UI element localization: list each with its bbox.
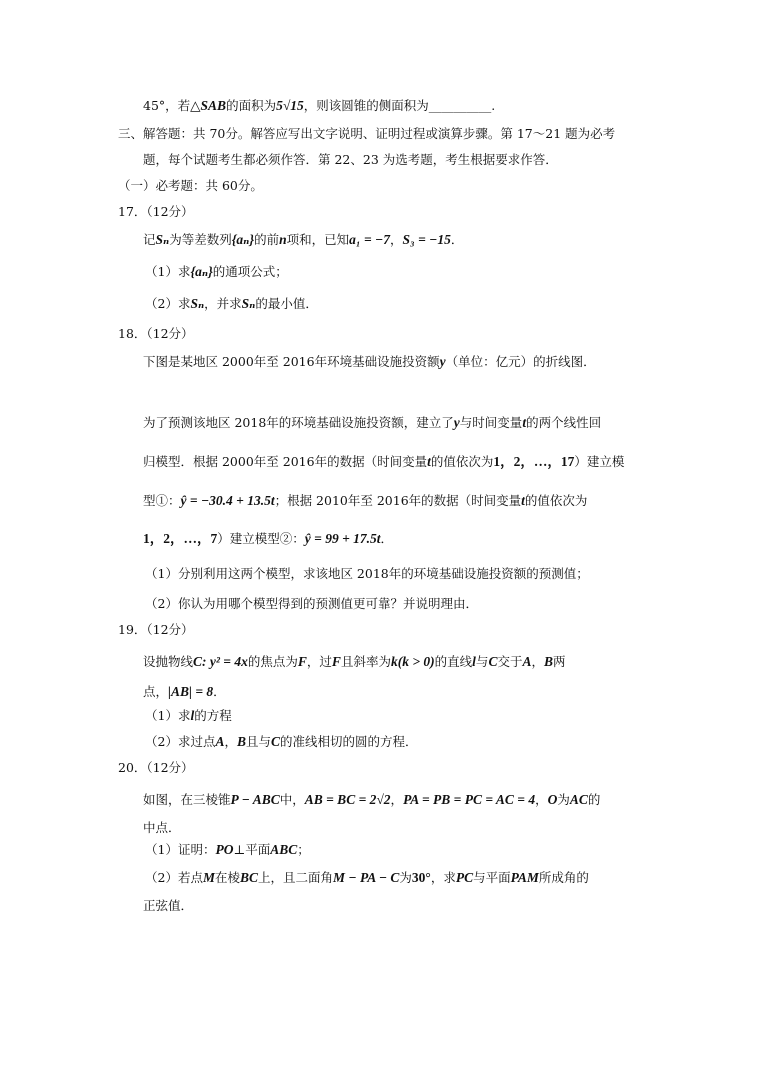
question-20-part-2-cont: 正弦值． <box>143 898 194 913</box>
question-20-stem-cont: 中点． <box>143 820 181 835</box>
question-17-stem: 记Sₙ为等差数列{aₙ}的前n项和，已知a₁ = −7，S₃ = −15． <box>143 232 464 247</box>
question-19-part-2: （2）求过点A，B且与C的准线相切的圆的方程． <box>145 734 418 749</box>
question-20-part-1: （1）证明：PO⊥平面ABC； <box>145 842 310 857</box>
question-17-part-1: （1）求{aₙ}的通项公式； <box>145 264 288 279</box>
question-17-part-2: （2）求Sₙ，并求Sₙ的最小值． <box>145 296 318 311</box>
question-19-number: 19．（12分） <box>118 622 194 637</box>
question-18-model-2-equation: 1，2，…，7）建立模型②：ŷ = 99 + 17.5t． <box>143 531 394 546</box>
section-three-note: 题，每个试题考生都必须作答．第 22、23 为选考题，考生根据要求作答． <box>143 152 558 167</box>
question-18-stem: 下图是某地区 2000年至 2016年环境基础设施投资额y（单位：亿元）的折线图． <box>143 354 596 369</box>
question-20-stem: 如图，在三棱锥P − ABC中，AB = BC = 2√2，PA = PB = PC = AC = 4，O为AC的 <box>143 792 601 807</box>
line-cone-area: 45°，若△SAB的面积为5√15，则该圆锥的侧面积为__________. <box>143 98 496 113</box>
question-19-stem-cont: 点，|AB| = 8． <box>143 684 226 699</box>
question-18-models-intro: 为了预测该地区 2018年的环境基础设施投资额，建立了y与时间变量t的两个线性回 <box>143 415 602 430</box>
question-18-number: 18．（12分） <box>118 326 194 341</box>
question-18-part-1: （1）分别利用这两个模型，求该地区 2018年的环境基础设施投资额的预测值； <box>145 566 589 581</box>
section-three-heading: 三、解答题：共 70分。解答应写出文字说明、证明过程或演算步骤。第 17～21 题为必考 <box>118 126 616 141</box>
required-questions-heading: （一）必考题：共 60分。 <box>118 178 263 193</box>
question-18-part-2: （2）你认为用哪个模型得到的预测值更可靠？并说明理由． <box>145 596 478 611</box>
question-20-part-2: （2）若点M在棱BC上，且二面角M − PA − C为30°，求PC与平面PAM所成角的 <box>145 870 589 885</box>
question-19-part-1: （1）求l的方程 <box>145 708 232 723</box>
question-17-number: 17．（12分） <box>118 204 194 219</box>
question-19-stem: 设抛物线C: y² = 4x的焦点为F，过F且斜率为k(k > 0)的直线l与C交于A，B两 <box>143 654 566 669</box>
question-18-model-1-data: 归模型．根据 2000年至 2016年的数据（时间变量t的值依次为1，2，…，17）建立模 <box>143 454 625 469</box>
question-18-model-1-equation: 型①：ŷ = −30.4 + 13.5t；根据 2010年至 2016年的数据（时间变量t的值依次为 <box>143 493 588 508</box>
question-20-number: 20．（12分） <box>118 760 194 775</box>
